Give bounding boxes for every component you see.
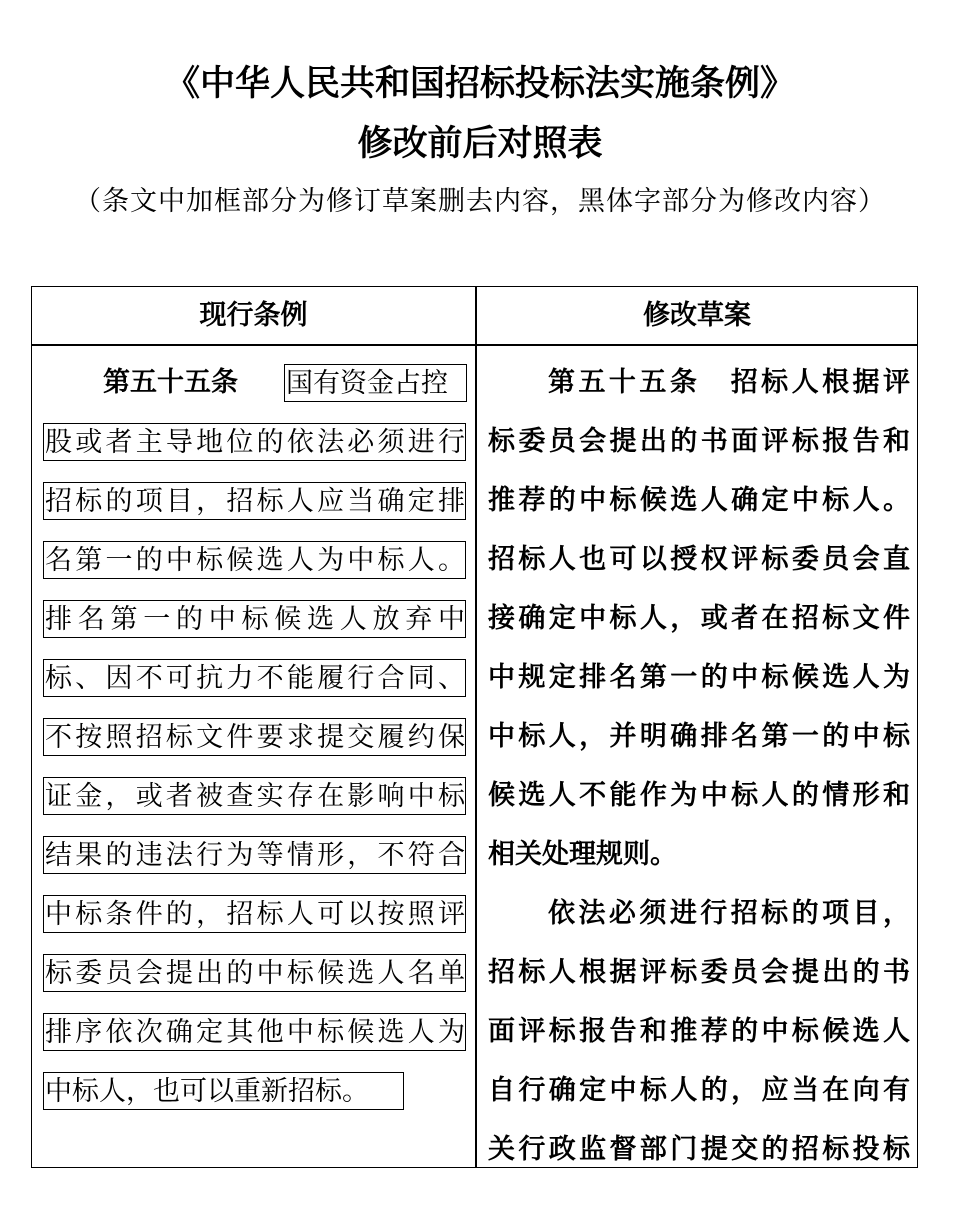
draft-line: 推荐的中标候选人确定中标人。	[488, 485, 910, 516]
current-line: 中标条件的，招标人可以按照评	[43, 895, 466, 933]
draft-line: 相关处理规则。	[488, 839, 677, 870]
column-header-draft: 修改草案	[643, 300, 751, 331]
current-line: 标委员会提出的中标候选人名单	[43, 954, 466, 992]
draft-line: 招标人也可以授权评标委员会直	[488, 544, 910, 575]
column-divider	[475, 287, 477, 1167]
document-subtitle: （条文中加框部分为修订草案删去内容，黑体字部分为修改内容）	[74, 186, 886, 217]
current-line: 名第一的中标候选人为中标人。	[43, 541, 466, 579]
current-line: 排序依次确定其他中标候选人为	[43, 1013, 466, 1051]
current-line: 国有资金占控	[284, 364, 467, 402]
draft-line: 中规定排名第一的中标候选人为	[488, 662, 910, 693]
current-line: 股或者主导地位的依法必须进行	[43, 423, 466, 461]
current-line: 排名第一的中标候选人放弃中	[43, 600, 466, 638]
draft-line: 招标人根据评标委员会提出的书	[488, 957, 910, 988]
document-title: 《中华人民共和国招标投标法实施条例》	[164, 64, 795, 104]
current-article-label: 第五十五条	[103, 367, 238, 398]
draft-line: 中标人，并明确排名第一的中标	[488, 721, 910, 752]
draft-line: 面评标报告和推荐的中标候选人	[488, 1016, 910, 1047]
draft-line: 标委员会提出的书面评标报告和	[488, 426, 910, 457]
current-line: 招标的项目，招标人应当确定排	[43, 482, 466, 520]
current-line: 证金，或者被查实存在影响中标	[43, 777, 466, 815]
draft-line: 关行政监督部门提交的招标投标	[488, 1134, 910, 1165]
document-title-line2: 修改前后对照表	[357, 124, 603, 164]
current-line: 中标人，也可以重新招标。	[43, 1072, 404, 1110]
draft-line: 候选人不能作为中标人的情形和	[488, 780, 910, 811]
draft-line: 自行确定中标人的，应当在向有	[488, 1075, 910, 1106]
draft-line: 接确定中标人，或者在招标文件	[488, 603, 910, 634]
draft-line: 依法必须进行招标的项目，	[548, 898, 910, 929]
column-header-current: 现行条例	[199, 300, 308, 331]
draft-line: 第五十五条 招标人根据评	[548, 367, 910, 398]
current-line: 结果的违法行为等情形，不符合	[43, 836, 466, 874]
current-line: 不按照招标文件要求提交履约保	[43, 718, 466, 756]
header-divider	[32, 344, 917, 346]
comparison-table	[31, 286, 918, 1168]
current-line: 标、因不可抗力不能履行合同、	[43, 659, 466, 697]
